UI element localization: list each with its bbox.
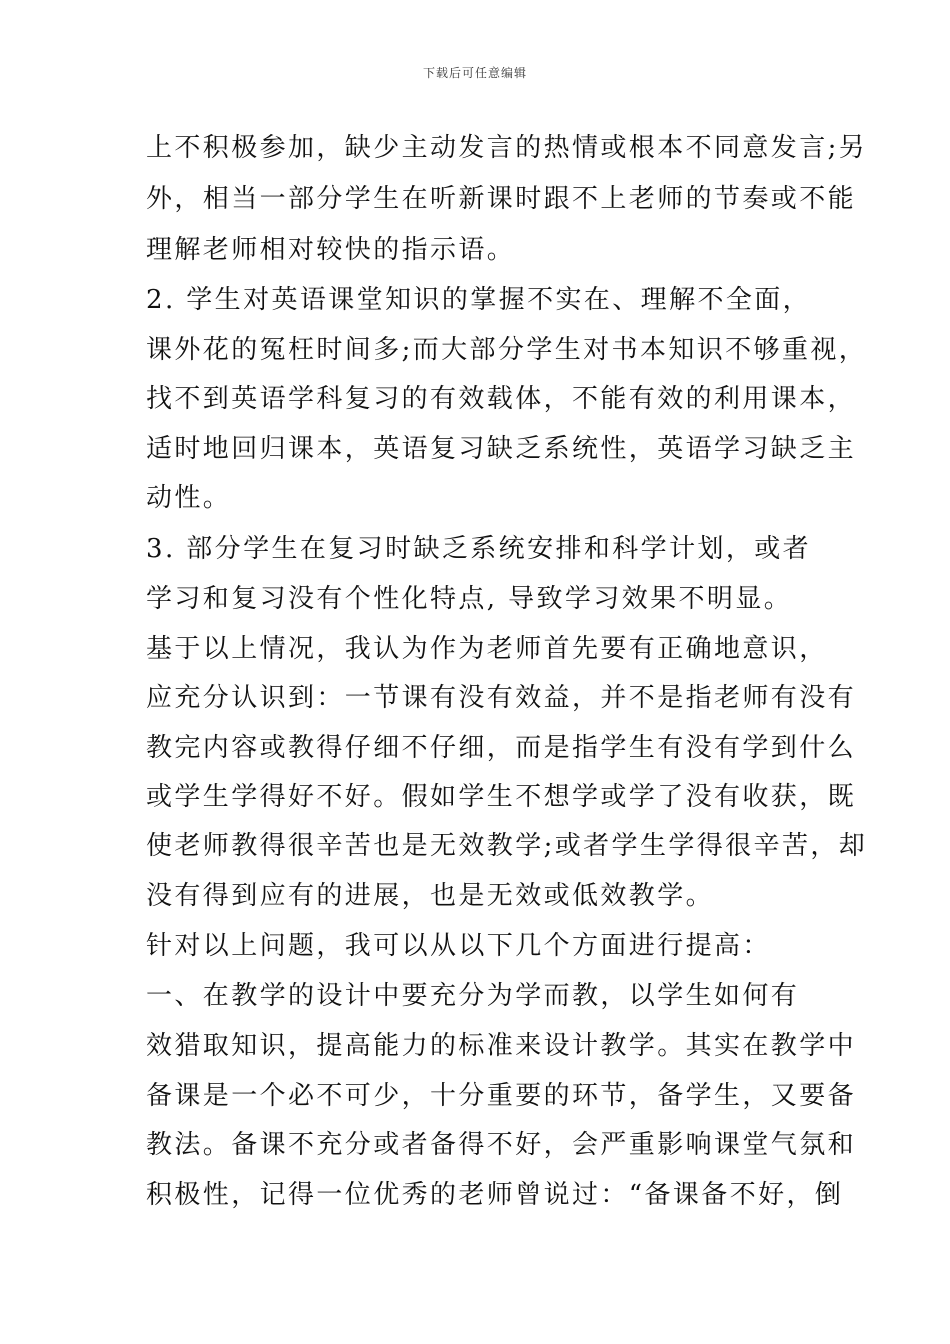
text-line: 或学生学得好不好。假如学生不想学或学了没有收获，既 — [146, 782, 857, 812]
text-line: 上不积极参加，缺少主动发言的热情或根本不同意发言;另 — [146, 133, 868, 163]
text-line: 学习和复习没有个性化特点, 导致学习效果不明显。 — [146, 584, 793, 614]
text-line: 应充分认识到：一节课有没有效益，并不是指老师有没有 — [146, 683, 857, 713]
text-line: 没有得到应有的进展，也是无效或低效教学。 — [146, 881, 715, 911]
page-header: 下载后可任意编辑 — [422, 66, 527, 80]
text-line: 基于以上情况，我认为作为老师首先要有正确地意识， — [146, 634, 828, 664]
text-line: 找不到英语学科复习的有效载体，不能有效的利用课本， — [146, 384, 857, 414]
text-line: 效猎取知识，提高能力的标准来设计教学。其实在教学中 — [146, 1031, 857, 1061]
text-line: 课外花的冤枉时间多;而大部分学生对书本知识不够重视， — [146, 335, 868, 365]
text-line: 教法。备课不充分或者备得不好，会严重影响课堂气氛和 — [146, 1130, 857, 1160]
text-line: 积极性，记得一位优秀的老师曾说过：“备课备不好，倒 — [146, 1180, 844, 1210]
text-line: 使老师教得很辛苦也是无效教学;或者学生学得很辛苦，却 — [146, 831, 868, 861]
text-line: 一、在教学的设计中要充分为学而教，以学生如何有 — [146, 981, 800, 1011]
text-line: 理解老师相对较快的指示语。 — [146, 235, 516, 265]
text-line: 动性。 — [146, 483, 232, 513]
text-line: 3. 部分学生在复习时缺乏系统安排和科学计划，或者 — [146, 534, 812, 564]
text-line: 教完内容或教得仔细不仔细，而是指学生有没有学到什么 — [146, 733, 857, 763]
text-line: 2. 学生对英语课堂知识的掌握不实在、理解不全面， — [146, 285, 812, 315]
text-line: 外，相当一部分学生在听新课时跟不上老师的节奏或不能 — [146, 184, 857, 214]
text-line: 备课是一个必不可少，十分重要的环节，备学生，又要备 — [146, 1081, 857, 1111]
text-line: 适时地回归课本，英语复习缺乏系统性，英语学习缺乏主 — [146, 434, 857, 464]
text-line: 针对以上问题，我可以从以下几个方面进行提高： — [146, 931, 771, 961]
